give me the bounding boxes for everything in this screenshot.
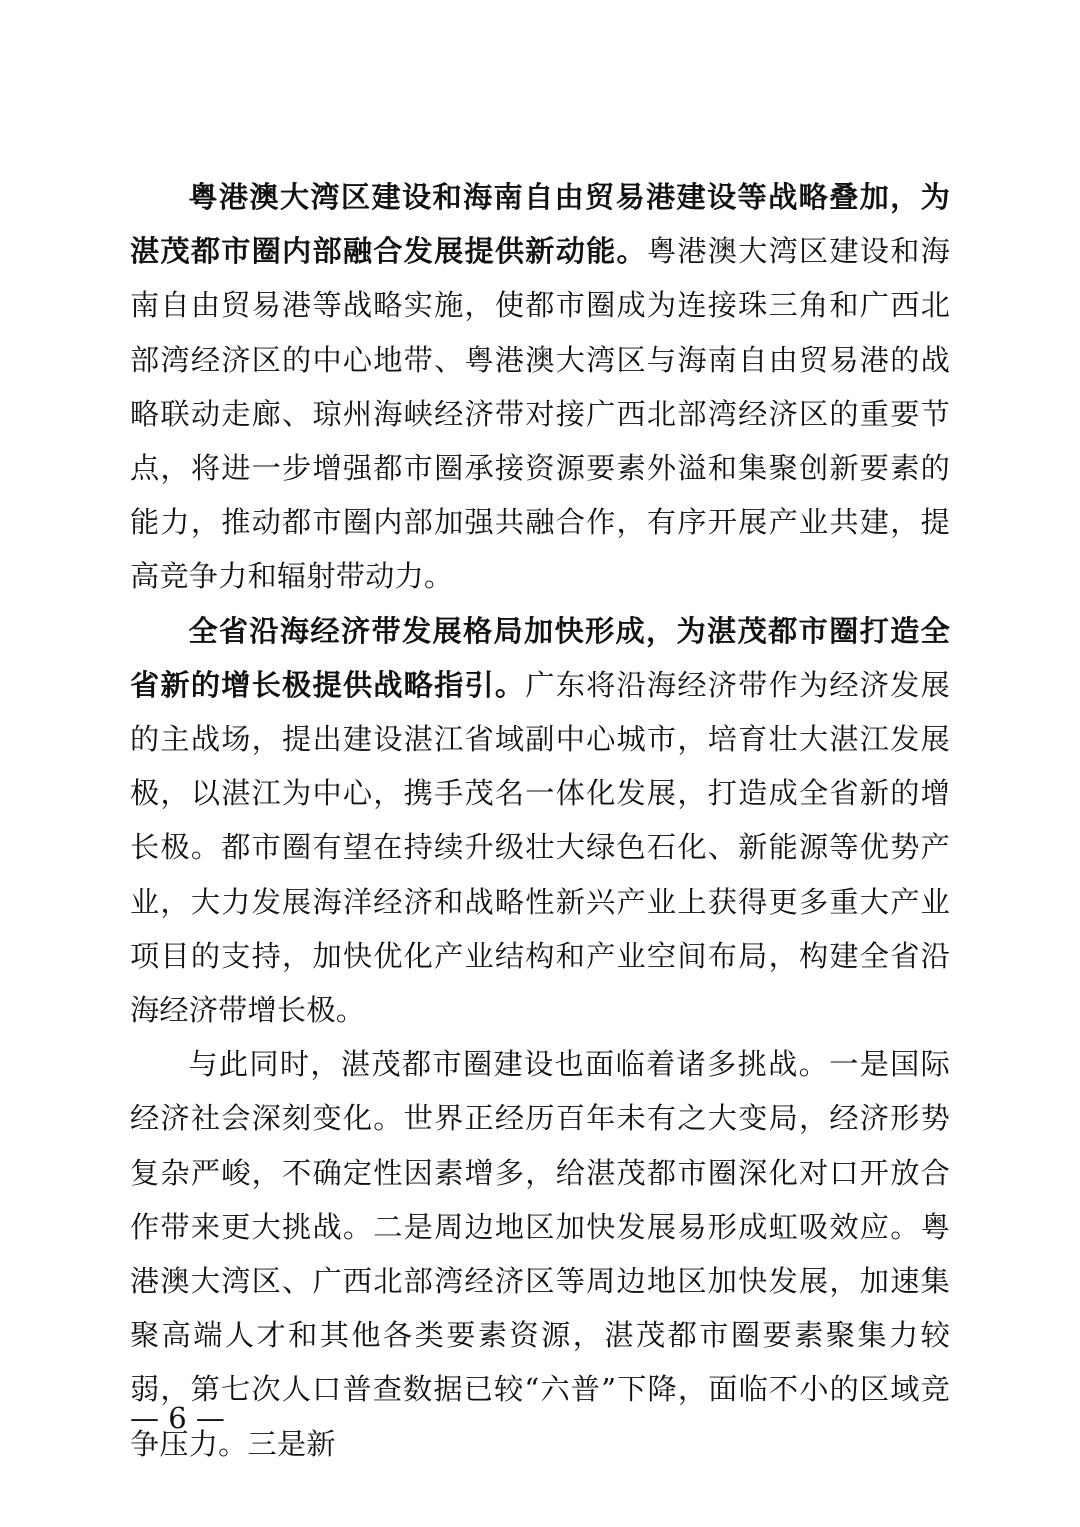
page-number: — 6 — <box>130 1401 225 1435</box>
paragraph-1-body: 粤港澳大湾区建设和海南自由贸易港等战略实施，使都市圈成为连接珠三角和广西北部湾经济区的中心地带、粤港澳大湾区与海南自由贸易港的战略联动走廊、琼州海峡经济带对接广西北部湾经济区的重要节点，将进一步增强都市圈承接资源要素外溢和集聚创新要素的能力，推动都市圈内部加强共融合作，有序开展产业共建，提高竞争力和辐射带动力。 <box>130 234 950 594</box>
paragraph-2-body: 广东将沿海经济带作为经济发展的主战场，提出建设湛江省域副中心城市，培育壮大湛江发展极，以湛江为中心，携手茂名一体化发展，打造成全省新的增长极。都市圈有望在持续升级壮大绿色石化、新能源等优势产业，大力发展海洋经济和战略性新兴产业上获得更多重大产业项目的支持，加快优化产业结构和产业空间布局，构建全省沿海经济带增长极。 <box>130 667 950 1028</box>
paragraph-2-lead: 全省沿海经济带发展格局加快形成，为湛茂都市圈打造全省新的增长极提供战略指引。 <box>130 613 950 702</box>
paragraph-1 <box>130 170 950 604</box>
paragraph-3-body: 与此同时，湛茂都市圈建设也面临着诸多挑战。一是国际经济社会深刻变化。世界正经历百年未有之大变局，经济形势复杂严峻，不确定性因素增多，给湛茂都市圈深化对口开放合作带来更大挑战。二是周边地区加快发展易形成虹吸效应。粤港澳大湾区、广西北部湾经济区等周边地区加快发展，加速集聚高端人才和其他各类要素资源，湛茂都市圈要素聚集力较弱，第七次人口普查数据已较“六普”下降，面临不小的区域竞争压力。三是新 <box>130 1047 950 1461</box>
document-body <box>130 170 950 1471</box>
paragraph-3 <box>130 1037 950 1471</box>
paragraph-2 <box>130 604 950 1038</box>
paragraph-1-lead: 粤港澳大湾区建设和海南自由贸易港建设等战略叠加，为湛茂都市圈内部融合发展提供新动能。 <box>130 180 950 269</box>
